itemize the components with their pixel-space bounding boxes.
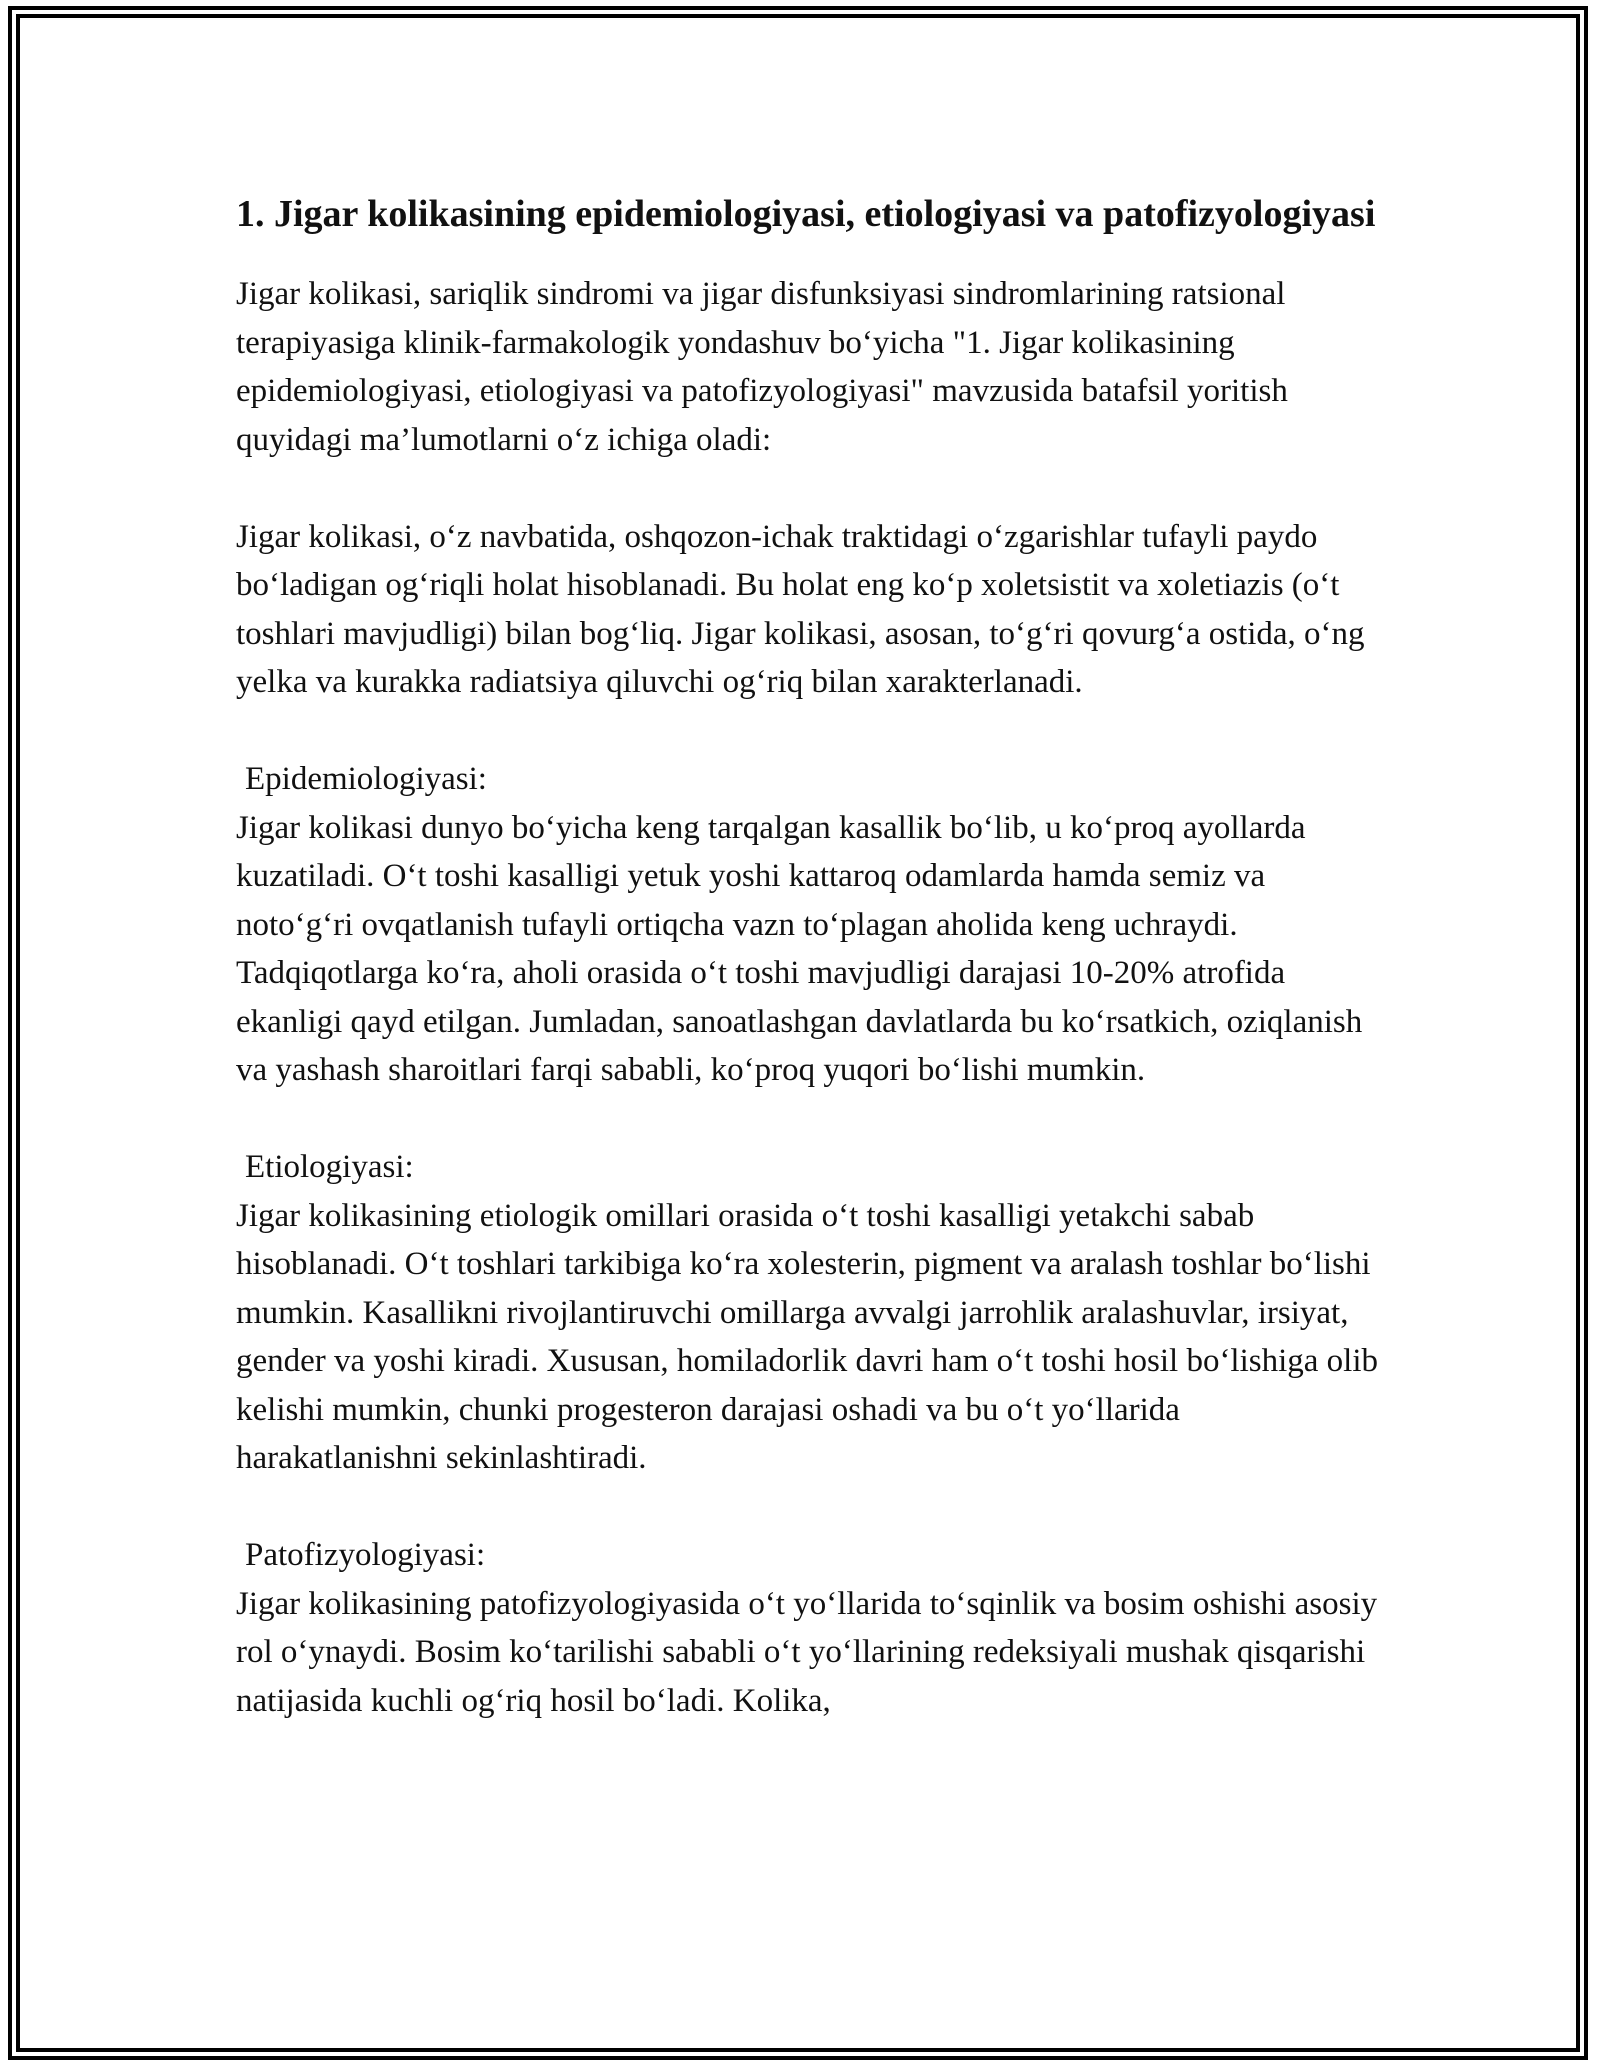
pathophysiology-heading: Patofizyologiyasi: <box>245 1537 486 1573</box>
intro-paragraph: Jigar kolikasi, sariqlik sindromi va jigar disfunksiyasi sindromlarining ratsional terapiyasiga klinik-farmakologik yondashuv bo‘yicha "1. Jigar kolikasining epidemiologiyasi, etiologiyasi va patofizyologiyasi" mavzusida batafsil yoritish quyidagi ma’lumotlarni o‘z ichiga oladi: <box>236 276 1288 458</box>
paragraph-gap <box>236 1483 1386 1532</box>
etiology-paragraph: Jigar kolikasining etiologik omillari orasida o‘t toshi kasalligi yetakchi sabab hisoblanadi. O‘t toshlari tarkibiga ko‘ra xolesterin, pigment va aralash toshlar bo‘lishi mumkin. Kasallikni rivojlantiruvchi omillarga avvalgi jarrohlik aralashuvlar, irsiyat, gender va yoshi kiradi. Xususan, homiladorlik davri ham o‘t toshi hosil bo‘lishiga olib kelishi mumkin, chunki progesteron darajasi oshadi va bu o‘t yo‘llarida harakatlanishni sekinlashtiradi. <box>236 1197 1379 1476</box>
paragraph-gap <box>236 464 1386 513</box>
epidemiology-heading: Epidemiologiyasi: <box>245 761 487 797</box>
paragraph-gap <box>236 1095 1386 1144</box>
overview-paragraph: Jigar kolikasi, o‘z navbatida, oshqozon-ichak traktidagi o‘zgarishlar tufayli paydo bo‘ladigan og‘riqli holat hisoblanadi. Bu holat eng ko‘p xoletsistit va xoletiazis (o‘t toshlari mavjudligi) bilan bog‘liq. Jigar kolikasi, asosan, to‘g‘ri qovurg‘a ostida, o‘ng yelka va kurakka radiatsiya qiluvchi og‘riq bilan xarakterlanadi. <box>236 518 1365 700</box>
document-title: 1. Jigar kolikasining epidemiologiyasi, etiologiyasi va patofizyologiyasi <box>236 193 1376 235</box>
etiology-heading: Etiologiyasi: <box>245 1149 414 1185</box>
pathophysiology-paragraph: Jigar kolikasining patofizyologiyasida o‘t yo‘llarida to‘sqinlik va bosim oshishi asosiy rol o‘ynaydi. Bosim ko‘tarilishi sababli o‘t yo‘llarining redeksiyali mushak qisqarishi natijasida kuchli og‘riq hosil bo‘ladi. Kolika, <box>236 1585 1378 1719</box>
epidemiology-paragraph: Jigar kolikasi dunyo bo‘yicha keng tarqalgan kasallik bo‘lib, u ko‘proq ayollarda kuzatiladi. O‘t toshi kasalligi yetuk yoshi kattaroq odamlarda hamda semiz va noto‘g‘ri ovqatlanish tufayli ortiqcha vazn to‘plagan aholida keng uchraydi. Tadqiqotlarga ko‘ra, aholi orasida o‘t toshi mavjudligi darajasi 10-20% atrofida ekanligi qayd etilgan. Jumladan, sanoatlashgan davlatlarda bu ko‘rsatkich, oziqlanish va yashash sharoitlari farqi sababli, ko‘proq yuqori bo‘lishi mumkin. <box>236 809 1363 1088</box>
paragraph-gap <box>236 707 1386 756</box>
document-body <box>236 186 1386 1725</box>
